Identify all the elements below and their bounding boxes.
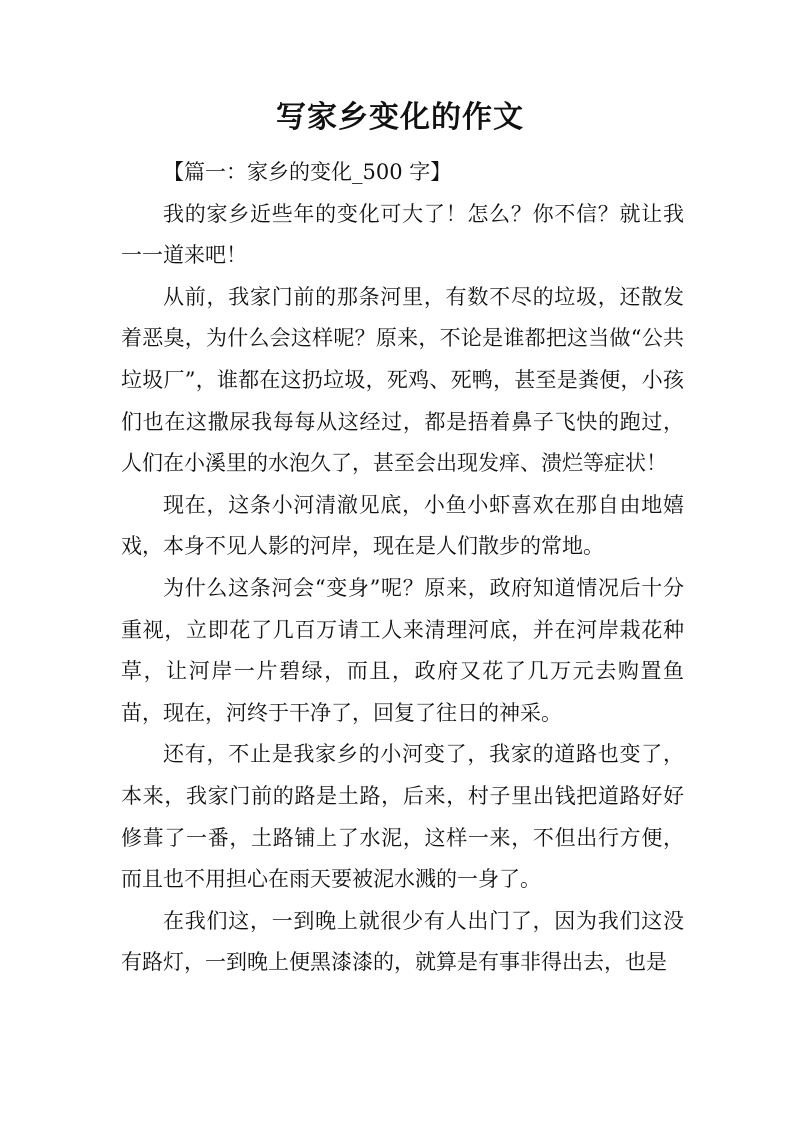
paragraph-5: 还有，不止是我家乡的小河变了，我家的道路也变了，本来，我家门前的路是土路，后来，村子里出钱把道路好好修葺了一番，土路铺上了水泥，这样一来，不但出行方便，而且也不用担心在雨天要被泥水溅的一身了。 [121,742,684,892]
paragraph-1: 我的家乡近些年的变化可大了！怎么？你不信？就让我一一道来吧！ [121,201,684,268]
paragraph-3: 现在，这条小河清澈见底，小鱼小虾喜欢在那自由地嬉戏，本身不见人影的河岸，现在是人们散步的常地。 [121,492,684,559]
document-title: 写家乡变化的作文 [276,100,524,135]
section-heading: 【篇一：家乡的变化_500 字】 [163,160,452,184]
paragraph-4: 为什么这条河会“变身”呢？原来，政府知道情况后十分重视，立即花了几百万请工人来清理河底，并在河岸栽花种草，让河岸一片碧绿，而且，政府又花了几万元去购置鱼苗，现在，河终于干净了，回复了往日的神采。 [121,575,684,725]
paragraph-6: 在我们这，一到晚上就很少有人出门了，因为我们这没有路灯，一到晚上便黑漆漆的，就算是有事非得出去，也是 [121,908,684,975]
paragraph-2: 从前，我家门前的那条河里，有数不尽的垃圾，还散发着恶臭，为什么会这样呢？原来，不论是谁都把这当做“公共垃圾厂”，谁都在这扔垃圾，死鸡、死鸭，甚至是粪便，小孩们也在这撒尿我每每从这经过，都是捂着鼻子飞快的跑过，人们在小溪里的水泡久了，甚至会出现发痒、溃烂等症状！ [121,284,684,476]
document-body [121,152,684,984]
